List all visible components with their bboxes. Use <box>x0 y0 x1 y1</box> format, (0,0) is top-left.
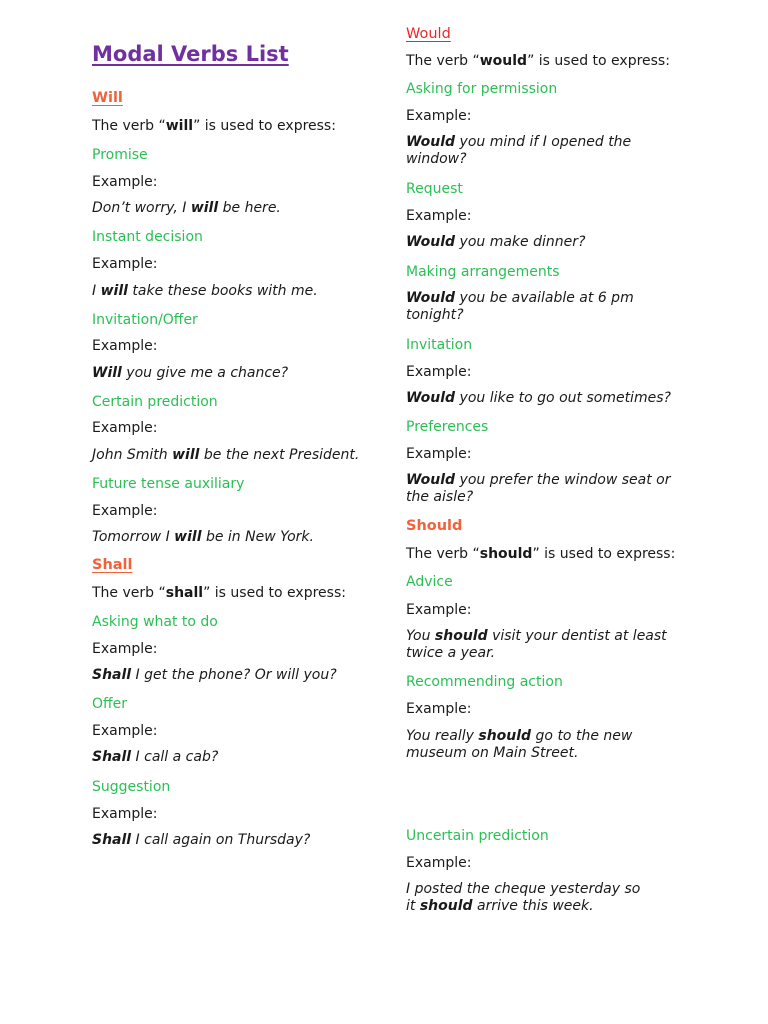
example-label: Example: <box>406 208 472 224</box>
intro-should: The verb “should” is used to express: <box>406 546 676 562</box>
example-label: Example: <box>92 420 158 436</box>
example-sentence: Shall I call again on Thursday? <box>92 832 311 848</box>
example-sentence: Don’t worry, I will be here. <box>92 200 281 216</box>
example-sentence: Would you mind if I opened the window? <box>406 134 632 167</box>
example-sentence: Would you be available at 6 pm tonight? <box>406 290 634 323</box>
example-label: Example: <box>406 602 472 618</box>
example-sentence: Shall I call a cab? <box>92 749 219 765</box>
category-suggestion: Suggestion <box>92 779 171 795</box>
example-sentence: Would you like to go out sometimes? <box>406 390 671 406</box>
heading-would: Would <box>406 26 451 42</box>
example-sentence: You should visit your dentist at least twice a year. <box>406 628 667 661</box>
example-label: Example: <box>92 174 158 190</box>
category-asking-what-to-do: Asking what to do <box>92 614 218 630</box>
heading-will: Will <box>92 90 123 106</box>
example-label: Example: <box>406 701 472 717</box>
example-label: Example: <box>406 364 472 380</box>
example-sentence: Shall I get the phone? Or will you? <box>92 667 337 683</box>
example-label: Example: <box>406 855 472 871</box>
heading-shall: Shall <box>92 557 133 573</box>
category-certain-prediction: Certain prediction <box>92 394 218 410</box>
category-request: Request <box>406 181 463 197</box>
category-preferences: Preferences <box>406 419 489 435</box>
example-label: Example: <box>92 723 158 739</box>
category-promise: Promise <box>92 147 148 163</box>
category-advice: Advice <box>406 574 453 590</box>
example-label: Example: <box>92 806 158 822</box>
page-title: Modal Verbs List <box>92 42 289 66</box>
intro-shall: The verb “shall” is used to express: <box>92 585 346 601</box>
example-label: Example: <box>406 108 472 124</box>
category-asking-for-permission: Asking for permission <box>406 81 558 97</box>
category-invitation-offer: Invitation/Offer <box>92 312 198 328</box>
example-sentence: I will take these books with me. <box>92 283 318 299</box>
category-instant-decision: Instant decision <box>92 229 203 245</box>
example-label: Example: <box>92 503 158 519</box>
example-sentence: Would you make dinner? <box>406 234 586 250</box>
heading-should: Should <box>406 518 463 534</box>
intro-would: The verb “would” is used to express: <box>406 53 670 69</box>
category-invitation: Invitation <box>406 337 473 353</box>
example-label: Example: <box>406 446 472 462</box>
example-sentence: I posted the cheque yesterday so it should arrive this week. <box>406 881 641 914</box>
intro-will: The verb “will” is used to express: <box>92 118 336 134</box>
example-label: Example: <box>92 641 158 657</box>
category-future-tense-auxiliary: Future tense auxiliary <box>92 476 245 492</box>
category-making-arrangements: Making arrangements <box>406 264 560 280</box>
example-sentence: You really should go to the new museum on Main Street. <box>406 728 633 761</box>
example-label: Example: <box>92 256 158 272</box>
example-sentence: Will you give me a chance? <box>92 365 289 381</box>
example-sentence: Tomorrow I will be in New York. <box>92 529 314 545</box>
category-recommending-action: Recommending action <box>406 674 563 690</box>
category-offer: Offer <box>92 696 128 712</box>
example-label: Example: <box>92 338 158 354</box>
example-sentence: Would you prefer the window seat or the aisle? <box>406 472 671 505</box>
category-uncertain-prediction: Uncertain prediction <box>406 828 549 844</box>
example-sentence: John Smith will be the next President. <box>92 447 360 463</box>
